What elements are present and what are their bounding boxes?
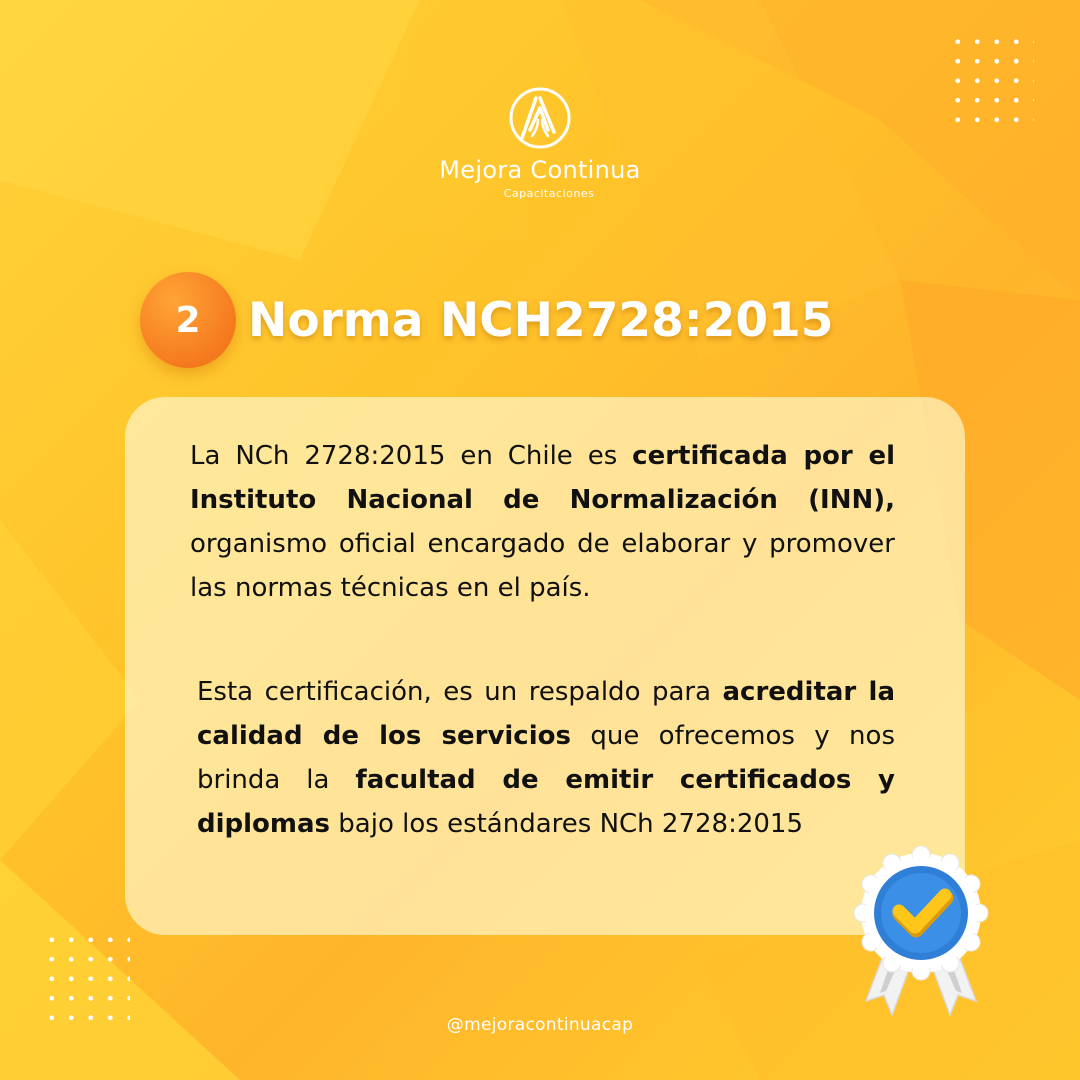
p2-text-a: Esta certificación, es un respaldo para: [197, 677, 723, 707]
section-number-badge: 2: [140, 272, 236, 368]
p1-text-c: organismo oficial encargado de elaborar y promover las normas técnicas en el país.: [190, 529, 895, 603]
paragraph-certification-intro: [190, 434, 895, 610]
p1-text-a: La NCh 2728:2015 en Chile es: [190, 441, 633, 471]
p2-text-e: bajo los estándares NCh 2728:2015: [330, 809, 804, 839]
p1-bold-certified-by-inn: certificada por el Instituto Nacional de Normalización (INN),: [190, 441, 895, 515]
p2-text-c: que ofrecemos y nos brinda la: [197, 721, 895, 795]
dot-grid-decoration-top-right: [948, 32, 1034, 128]
section-heading: [140, 272, 833, 368]
brand-name: Mejora Continua: [439, 156, 641, 184]
section-title: Norma NCH2728:2015: [248, 292, 834, 348]
award-badge-check-icon: [846, 843, 996, 1023]
paragraph-certification-benefits: [197, 670, 895, 846]
p2-bold-issue-certificates: facultad de emitir certificados y diplomas: [197, 765, 895, 839]
p2-bold-quality-services: acreditar la calidad de los servicios: [197, 677, 895, 751]
brand-tagline: Capacitaciones: [503, 187, 595, 200]
mejora-continua-logo-icon: [508, 86, 572, 150]
brand-logo: [0, 86, 1080, 200]
info-card: [125, 397, 965, 935]
social-handle: @mejoracontinuacap: [446, 1015, 634, 1035]
